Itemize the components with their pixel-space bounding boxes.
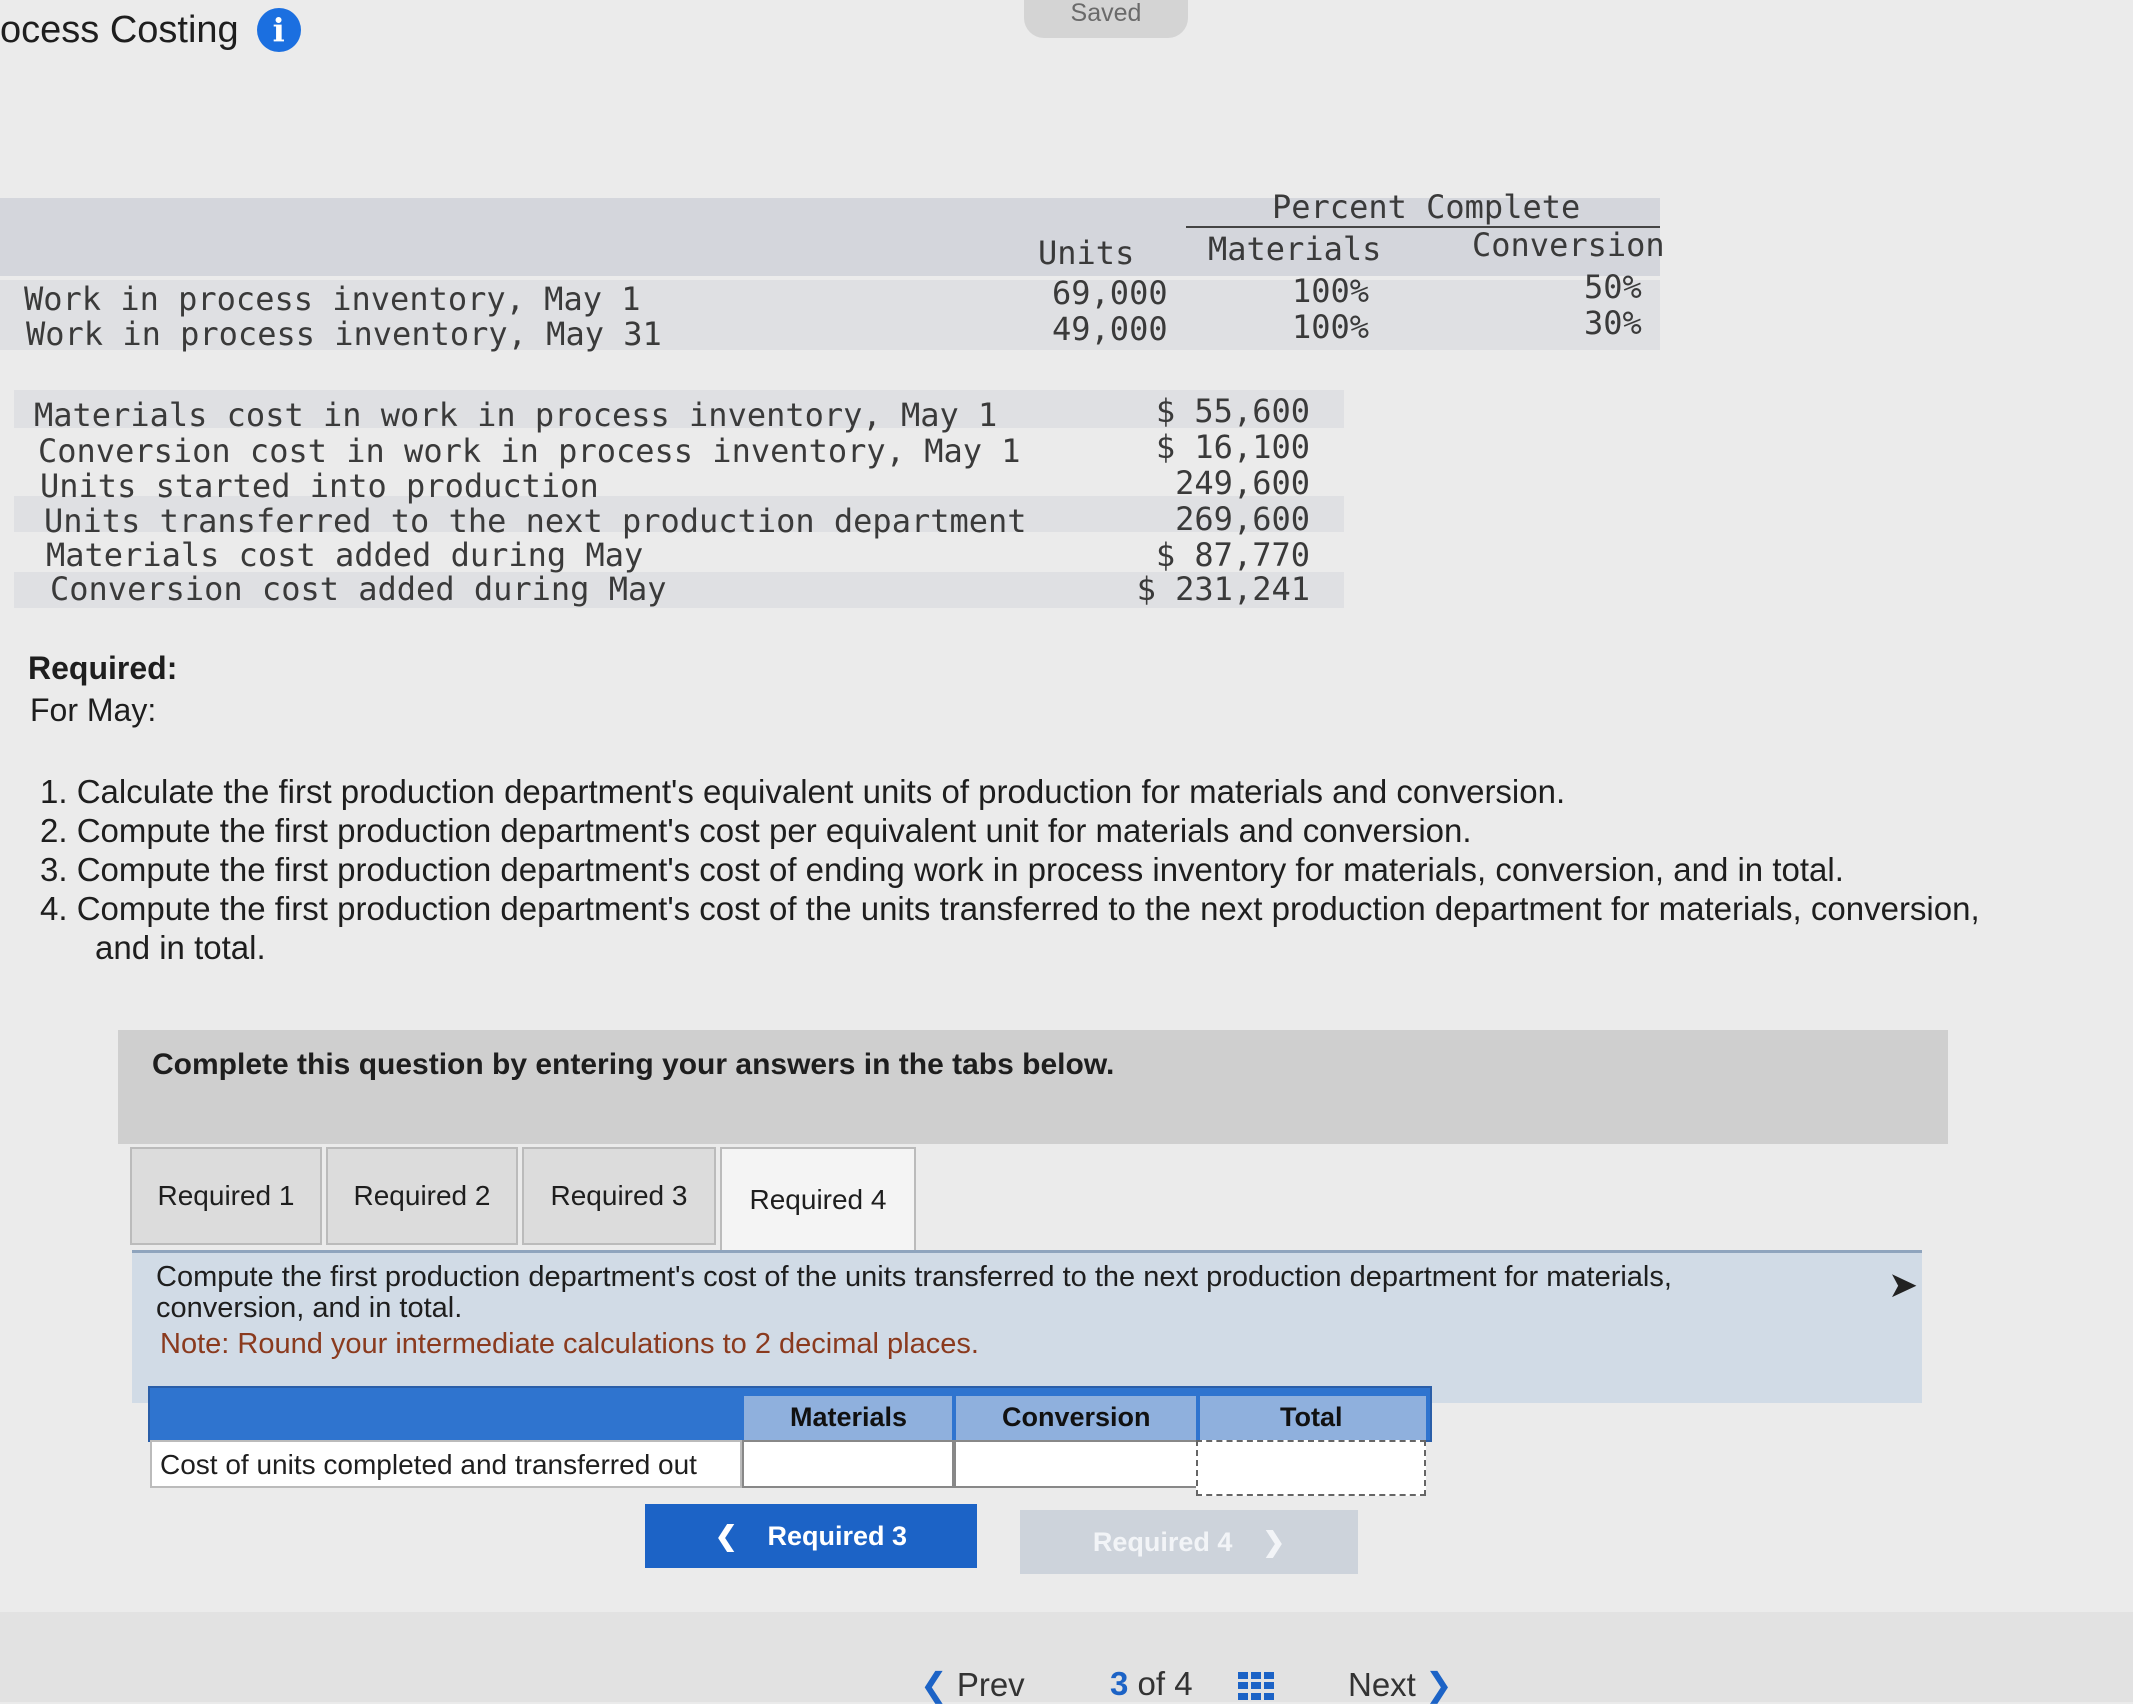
saved-status: Saved [1024,0,1188,38]
materials-input[interactable] [742,1440,954,1488]
tab-required-4[interactable]: Required 4 [720,1147,916,1251]
wip-may1-conversion: 50% [1584,268,1642,306]
cost-value: 269,600 [1175,500,1310,538]
chevron-left-icon: ❮ [920,1666,948,1703]
wip-may1-units: 69,000 [1052,274,1168,312]
footer-next[interactable] [1348,1665,1453,1704]
required-item: 2. Compute the first production department's cost per equivalent unit for materials and conversion. [40,812,1472,849]
next-required-label: Required 4 [1092,1526,1233,1557]
cost-label: Conversion cost added during May [50,570,667,608]
next-required-button[interactable] [1020,1510,1358,1574]
answer-header-total: Total [1280,1402,1343,1432]
page-current: 3 [1110,1665,1129,1702]
conversion-input[interactable] [954,1440,1198,1488]
cost-value: $ 55,600 [1155,392,1310,430]
percent-complete-heading: Percent Complete [1272,188,1581,226]
cost-value: $ 231,241 [1136,570,1310,608]
instruction-text [156,1262,1672,1324]
required-heading: Required: [28,650,178,686]
wip-may1-label: Work in process inventory, May 1 [24,280,641,318]
col-conversion: Conversion [1472,226,1665,264]
cost-label: Materials cost added during May [46,536,644,574]
instruction-line: conversion, and in total. [156,1292,463,1324]
footer-next-label: Next [1348,1666,1416,1703]
cost-value: 249,600 [1175,464,1310,502]
footer-prev[interactable] [920,1665,1025,1704]
chevron-right-icon: ❯ [1425,1666,1453,1703]
answer-row-label: Cost of units completed and transferred out [150,1440,742,1488]
cost-value: $ 87,770 [1155,536,1310,574]
col-units: Units [1038,234,1135,272]
for-may-label: For May: [30,692,157,728]
wip-may31-materials: 100% [1292,308,1370,346]
cost-label: Conversion cost in work in process inventory, May 1 [38,432,1021,470]
wip-may31-label: Work in process inventory, May 31 [26,315,662,353]
required-item: 3. Compute the first production department's cost of ending work in process inventory for materials, conversion, and in total. [40,851,1844,888]
mouse-cursor-icon: ➤ [1888,1264,1919,1305]
title-text: ocess Costing [0,8,239,51]
wip-may31-conversion: 30% [1584,304,1642,342]
page-of: of [1137,1665,1166,1702]
cost-label: Units started into production [40,467,599,505]
required-item: 4. Compute the first production department's cost of the units transferred to the next production department for materials, conversion, [40,890,1980,927]
footer-bar [0,1612,2133,1702]
col-materials: Materials [1208,230,1382,268]
tab-required-1[interactable]: Required 1 [130,1147,322,1245]
page-title [0,8,301,52]
chevron-right-icon: ❯ [1262,1526,1286,1557]
required-item-continuation: and in total. [95,929,266,966]
grid-icon[interactable] [1238,1672,1274,1700]
info-icon[interactable]: i [257,8,301,52]
instruction-note: Note: Round your intermediate calculations to 2 decimal places. [160,1328,979,1360]
required-item: 1. Calculate the first production department's equivalent units of production for materials and conversion. [40,773,1566,810]
page-indicator [1110,1665,1193,1703]
prev-required-label: Required 3 [767,1520,908,1551]
instruction-line: Compute the first production department's cost of the units transferred to the next production department for materials, [156,1261,1672,1293]
tabs-panel-text: Complete this question by entering your answers in the tabs below. [152,1048,1115,1081]
cost-value: $ 16,100 [1155,428,1310,466]
tab-required-3[interactable]: Required 3 [522,1147,716,1245]
required-list [40,772,1980,967]
footer-prev-label: Prev [956,1666,1025,1703]
cost-label: Units transferred to the next production department [44,502,1027,540]
wip-may31-units: 49,000 [1052,310,1168,348]
wip-may1-materials: 100% [1292,272,1370,310]
page-total: 4 [1174,1665,1193,1702]
tab-required-2[interactable]: Required 2 [326,1147,518,1245]
total-input[interactable] [1196,1440,1426,1496]
chevron-left-icon: ❮ [714,1520,738,1551]
cost-label: Materials cost in work in process inventory, May 1 [34,396,998,434]
answer-header-conversion: Conversion [1002,1402,1151,1432]
prev-required-button[interactable] [645,1504,977,1568]
answer-header-materials: Materials [790,1402,908,1432]
